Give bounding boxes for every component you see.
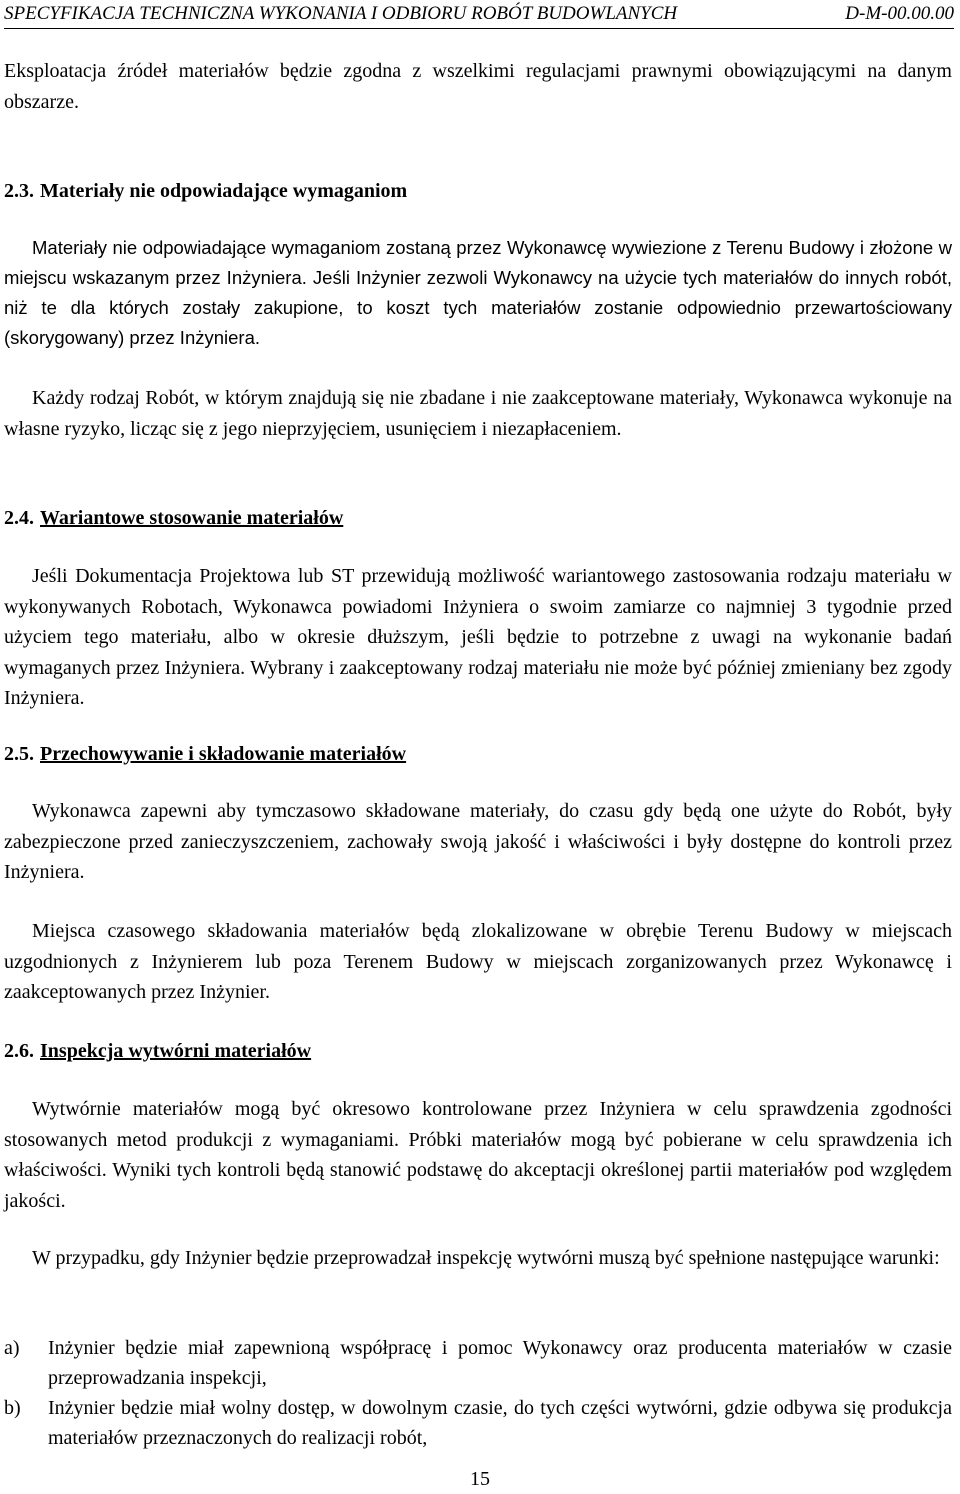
list-item-text: Inżynier będzie miał zapewnioną współpracę i pomoc Wykonawcy oraz producenta materiałów w czasie przeprowadzania inspekcji, xyxy=(48,1337,952,1389)
paragraph-2-4-1: Jeśli Dokumentacja Projektowa lub ST przewidują możliwość wariantowego zastosowania rodzaju materiału w wykonywanych Robotach, Wykonawca powiadomi Inżyniera o swoim zamiarze co najmniej 3 tygodnie przed użyciem tego materiału, albo w okresie dłuższym, jeśli będzie to potrzebne z uwagi na wykonanie badań wymaganych przez Inżyniera. Wybrany i zaakceptowany rodzaj materiału nie może być później zmieniany bez zgody Inżyniera. xyxy=(4,565,952,709)
section-title: Wariantowe stosowanie materiałów xyxy=(40,507,344,529)
paragraph-2-6-1: Wytwórnie materiałów mogą być okresowo kontrolowane przez Inżyniera w celu sprawdzenia zgodności stosowanych metod produkcji z wymaganiami. Próbki materiałów mogą być pobierane w celu sprawdzenia ich właściwości. Wyniki tych kontroli będą stanowić podstawę do akceptacji określonej partii materiałów pod względem jakości. xyxy=(4,1098,952,1212)
section-title: Inspekcja wytwórni materiałów xyxy=(40,1040,312,1062)
section-heading-2-6 xyxy=(4,1036,311,1066)
paragraph-2-6-2: W przypadku, gdy Inżynier będzie przeprowadzał inspekcję wytwórni muszą być spełnione następujące warunki: xyxy=(32,1247,940,1269)
section-number: 2.5. xyxy=(4,743,34,765)
list-item-text: Inżynier będzie miał wolny dostęp, w dowolnym czasie, do tych części wytwórni, gdzie odbywa się produkcja materiałów przeznaczonych do realizacji robót, xyxy=(48,1397,952,1449)
section-heading-2-4 xyxy=(4,503,343,533)
intro-paragraph: Eksploatacja źródeł materiałów będzie zgodna z wszelkimi regulacjami prawnymi obowiązującymi na danym obszarze. xyxy=(4,60,952,113)
list-item xyxy=(4,1333,952,1393)
paragraph-2-3-2: Każdy rodzaj Robót, w którym znajdują się nie zbadane i nie zaakceptowane materiały, Wykonawca wykonuje na własne ryzyko, licząc się z jego nieprzyjęciem, usunięciem i niezapłaceniem. xyxy=(4,387,952,440)
list-marker: b) xyxy=(4,1397,21,1419)
section-heading-2-5 xyxy=(4,739,406,769)
section-heading-2-3 xyxy=(4,176,407,206)
section-number: 2.4. xyxy=(4,507,34,529)
paragraph-2-5-1: Wykonawca zapewni aby tymczasowo składowane materiały, do czasu gdy będą one użyte do Robót, były zabezpieczone przed zanieczyszczeniem, zachowały swoją jakość i właściwości i były dostępne do kontroli przez Inżyniera. xyxy=(4,800,952,883)
paragraph-2-5-2: Miejsca czasowego składowania materiałów będą zlokalizowane w obrębie Terenu Budowy w miejscach uzgodnionych z Inżynierem lub poza Terenem Budowy w miejscach zorganizowanych przez Wykonawcę i zaakceptowanych przez Inżynier. xyxy=(4,920,952,1003)
list-marker: a) xyxy=(4,1337,20,1359)
section-number: 2.6. xyxy=(4,1040,34,1062)
list-item xyxy=(4,1393,952,1453)
header-code: D-M-00.00.00 xyxy=(845,3,954,24)
section-number: 2.3. xyxy=(4,180,34,202)
paragraph-2-3-1: Materiały nie odpowiadające wymaganiom zostaną przez Wykonawcę wywiezione z Terenu Budowy i złożone w miejscu wskazanym przez Inżyniera. Jeśli Inżynier zezwoli Wykonawcy na użycie tych materiałów do innych robót, niż te dla których zostały zakupione, to koszt tych materiałów zostanie odpowiednio przewartościowany (skorygowany) przez Inżyniera. xyxy=(4,237,952,348)
header-title: SPECYFIKACJA TECHNICZNA WYKONANIA I ODBIORU ROBÓT BUDOWLANYCH xyxy=(4,3,678,24)
page-number: 15 xyxy=(470,1468,490,1490)
section-title: Materiały nie odpowiadające wymaganiom xyxy=(40,180,408,202)
page-header xyxy=(4,2,954,29)
section-title: Przechowywanie i składowanie materiałów xyxy=(40,743,407,765)
